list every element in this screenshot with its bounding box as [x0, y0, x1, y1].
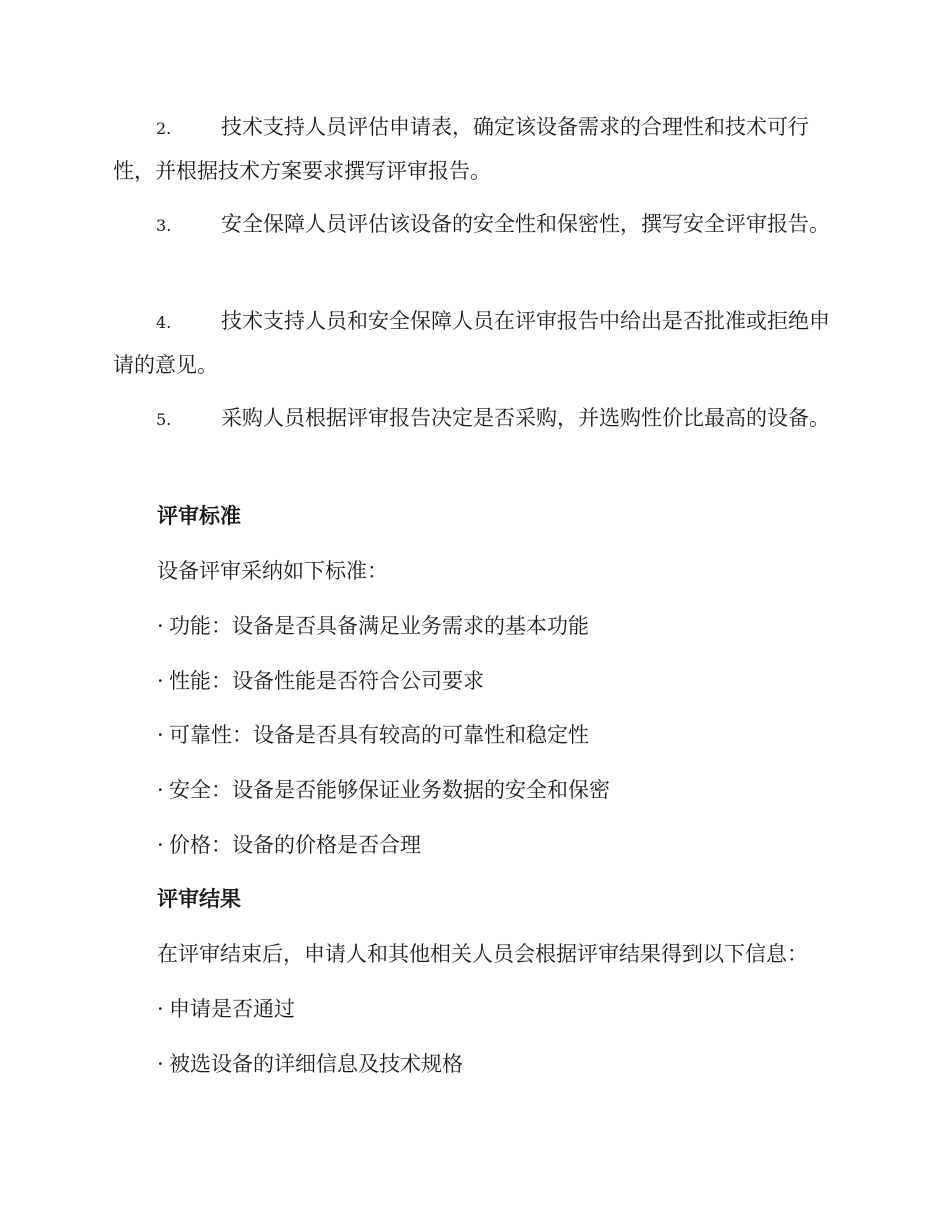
step-number: 2. — [156, 119, 172, 138]
step-item-3 — [113, 203, 835, 247]
step-text: 技术支持人员评估申请表，确定该设备需求的合理性和技术可行性，并根据技术方案要求撰写评审报告。 — [113, 115, 809, 183]
step-item-2 — [113, 106, 835, 192]
results-heading: 评审结果 — [157, 886, 241, 911]
results-item — [157, 1049, 463, 1079]
criteria-heading: 评审标准 — [157, 503, 241, 528]
criteria-item-text: 功能：设备是否具备满足业务需求的基本功能 — [169, 614, 589, 638]
criteria-item — [157, 830, 421, 860]
bullet-icon: · — [157, 778, 164, 802]
criteria-item — [157, 666, 484, 696]
step-number: 3. — [156, 216, 172, 235]
step-text: 技术支持人员和安全保障人员在评审报告中给出是否批准或拒绝申请的意见。 — [113, 309, 830, 377]
criteria-item-text: 性能：设备性能是否符合公司要求 — [169, 669, 484, 693]
criteria-intro: 设备评审采纳如下标准： — [157, 559, 388, 583]
bullet-icon: · — [157, 1052, 164, 1076]
bullet-icon: · — [157, 614, 164, 638]
results-item — [157, 994, 295, 1024]
bullet-icon: · — [157, 997, 164, 1021]
criteria-item — [157, 720, 589, 750]
step-text: 安全保障人员评估该设备的安全性和保密性，撰写安全评审报告。 — [221, 212, 830, 236]
criteria-item-text: 安全：设备是否能够保证业务数据的安全和保密 — [169, 778, 610, 802]
bullet-icon: · — [157, 723, 164, 747]
step-number: 5. — [156, 410, 172, 429]
results-item-text: 被选设备的详细信息及技术规格 — [169, 1052, 463, 1076]
step-item-4 — [113, 300, 835, 386]
results-item-text: 申请是否通过 — [169, 997, 295, 1021]
step-text: 采购人员根据评审报告决定是否采购，并选购性价比最高的设备。 — [221, 406, 830, 430]
criteria-item-text: 可靠性：设备是否具有较高的可靠性和稳定性 — [169, 723, 589, 747]
bullet-icon: · — [157, 833, 164, 857]
criteria-item-text: 价格：设备的价格是否合理 — [169, 833, 421, 857]
step-item-5 — [113, 397, 835, 441]
criteria-item — [157, 611, 589, 641]
step-number: 4. — [156, 313, 172, 332]
results-intro: 在评审结束后，申请人和其他相关人员会根据评审结果得到以下信息： — [157, 942, 808, 966]
criteria-item — [157, 775, 610, 805]
bullet-icon: · — [157, 669, 164, 693]
